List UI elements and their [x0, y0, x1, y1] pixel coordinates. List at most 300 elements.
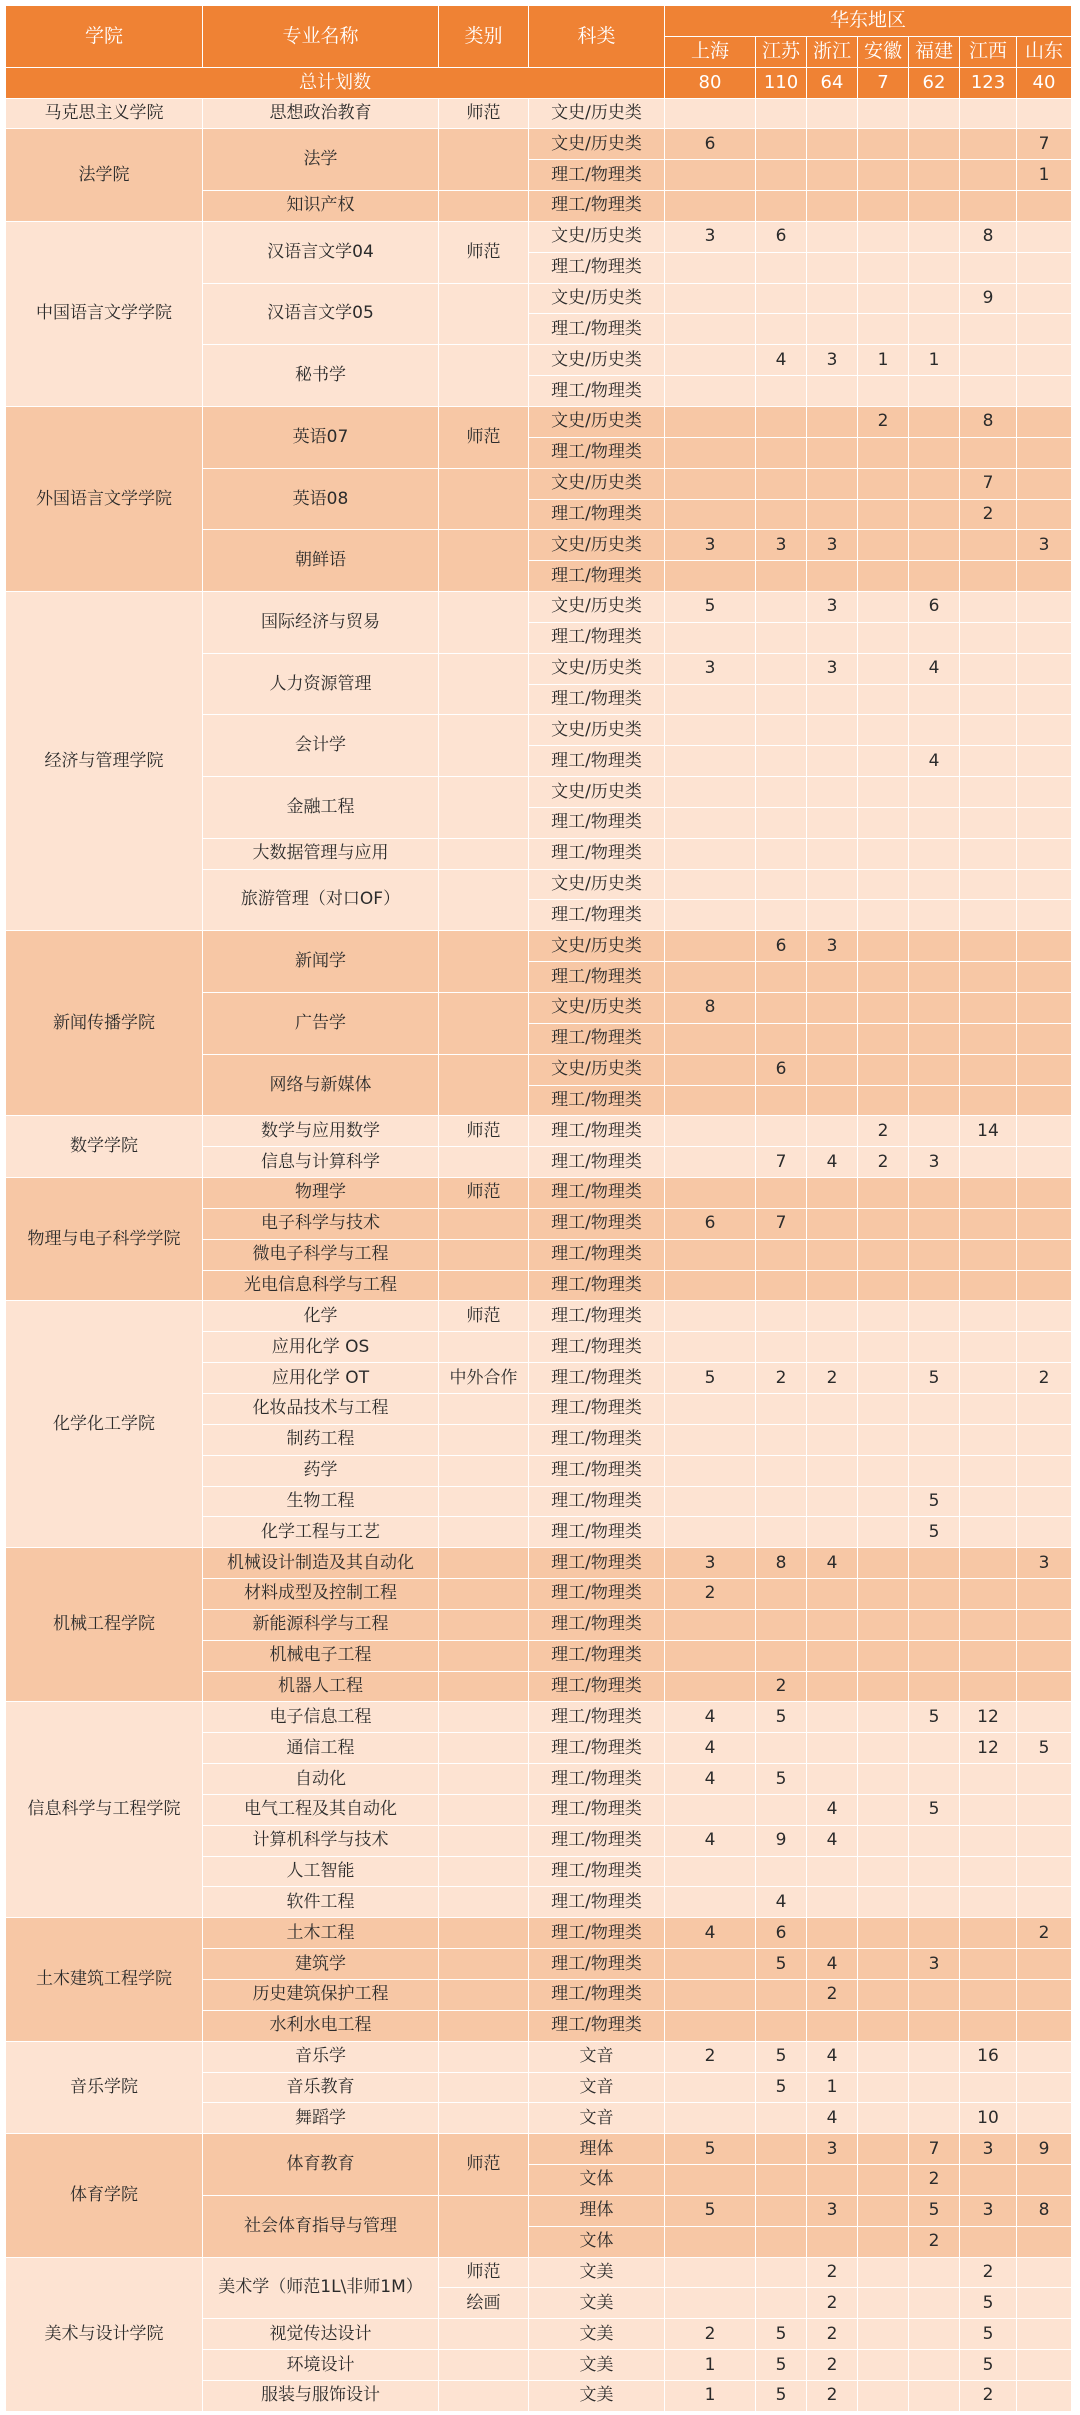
quota-value: 4 [756, 1887, 807, 1918]
quota-value [807, 1517, 858, 1548]
subject-type: 理工/物理类 [529, 962, 665, 993]
quota-value [858, 807, 909, 838]
subject-type: 理工/物理类 [529, 1332, 665, 1363]
major-category [439, 129, 529, 191]
quota-value [807, 900, 858, 931]
quota-value [665, 1270, 756, 1301]
quota-value: 2 [665, 2041, 756, 2072]
table-row [6, 1116, 1072, 1147]
table-row [6, 2257, 1072, 2288]
quota-value [756, 1455, 807, 1486]
major-name: 电气工程及其自动化 [203, 1794, 439, 1825]
quota-value [858, 1178, 909, 1209]
quota-value [858, 2103, 909, 2134]
subject-type: 文史/历史类 [529, 1054, 665, 1085]
major-category [439, 1887, 529, 1918]
college-name: 数学学院 [6, 1116, 203, 1178]
quota-value [1017, 993, 1072, 1024]
quota-value [858, 1856, 909, 1887]
college-name: 机械工程学院 [6, 1548, 203, 1702]
quota-value [858, 746, 909, 777]
quota-value [858, 715, 909, 746]
quota-value: 2 [807, 2319, 858, 2350]
quota-value [858, 653, 909, 684]
major-name: 自动化 [203, 1764, 439, 1795]
major-category [439, 1702, 529, 1733]
quota-value [858, 129, 909, 160]
quota-value [1017, 406, 1072, 437]
quota-value: 4 [665, 1764, 756, 1795]
quota-value [858, 2195, 909, 2226]
quota-value: 4 [665, 1733, 756, 1764]
header-row-1 [6, 6, 1072, 37]
quota-value [665, 1640, 756, 1671]
quota-value [960, 777, 1017, 808]
quota-value [909, 931, 960, 962]
quota-value [1017, 1609, 1072, 1640]
quota-value [909, 191, 960, 222]
quota-value [858, 1023, 909, 1054]
major-name: 金融工程 [203, 777, 439, 839]
quota-value [756, 561, 807, 592]
quota-value: 3 [807, 2195, 858, 2226]
quota-value [960, 1301, 1017, 1332]
major-category [439, 1548, 529, 1579]
quota-value [960, 1949, 1017, 1980]
major-category [439, 993, 529, 1055]
quota-value: 5 [756, 2319, 807, 2350]
quota-value: 3 [665, 653, 756, 684]
quota-value [665, 2010, 756, 2041]
college-name: 外国语言文学学院 [6, 406, 203, 591]
quota-value: 1 [909, 345, 960, 376]
total-value: 40 [1017, 67, 1072, 98]
enrollment-plan-table-wrapper [5, 5, 1072, 2412]
quota-value [665, 715, 756, 746]
quota-value [960, 1455, 1017, 1486]
quota-value [858, 777, 909, 808]
subject-type: 理工/物理类 [529, 1794, 665, 1825]
quota-value [960, 2226, 1017, 2257]
quota-value [909, 2041, 960, 2072]
quota-value [756, 2288, 807, 2319]
quota-value [1017, 98, 1072, 129]
subject-type: 文美 [529, 2350, 665, 2381]
college-name: 美术与设计学院 [6, 2257, 203, 2411]
table-row [6, 1548, 1072, 1579]
major-name: 会计学 [203, 715, 439, 777]
quota-value [807, 746, 858, 777]
quota-value [858, 1363, 909, 1394]
major-category: 师范 [439, 2134, 529, 2196]
quota-value [665, 499, 756, 530]
subject-type: 理工/物理类 [529, 561, 665, 592]
major-category [439, 1486, 529, 1517]
header-subject: 科类 [529, 6, 665, 68]
subject-type: 理工/物理类 [529, 1764, 665, 1795]
quota-value [960, 1393, 1017, 1424]
major-name: 广告学 [203, 993, 439, 1055]
college-name: 经济与管理学院 [6, 592, 203, 931]
major-name: 微电子科学与工程 [203, 1239, 439, 1270]
major-category: 中外合作 [439, 1363, 529, 1394]
quota-value [858, 1949, 909, 1980]
quota-value: 3 [960, 2134, 1017, 2165]
quota-value [960, 252, 1017, 283]
header-college: 学院 [6, 6, 203, 68]
quota-value [960, 962, 1017, 993]
quota-value [665, 931, 756, 962]
quota-value [960, 1794, 1017, 1825]
quota-value [960, 1856, 1017, 1887]
quota-value: 3 [807, 345, 858, 376]
quota-value [960, 530, 1017, 561]
major-category [439, 1332, 529, 1363]
quota-value [909, 406, 960, 437]
quota-value [960, 1239, 1017, 1270]
subject-type: 理工/物理类 [529, 900, 665, 931]
major-name: 社会体育指导与管理 [203, 2195, 439, 2257]
quota-value [1017, 1980, 1072, 2011]
major-category [439, 592, 529, 654]
quota-value [756, 1517, 807, 1548]
quota-value [807, 1764, 858, 1795]
quota-value [960, 1054, 1017, 1085]
quota-value [909, 160, 960, 191]
quota-value [1017, 1702, 1072, 1733]
quota-value [909, 98, 960, 129]
subject-type: 理工/物理类 [529, 1517, 665, 1548]
quota-value: 2 [807, 2350, 858, 2381]
major-category [439, 530, 529, 592]
quota-value: 16 [960, 2041, 1017, 2072]
subject-type: 理工/物理类 [529, 1147, 665, 1178]
major-category [439, 2195, 529, 2257]
quota-value [756, 2195, 807, 2226]
subject-type: 理工/物理类 [529, 1887, 665, 1918]
major-name: 光电信息科学与工程 [203, 1270, 439, 1301]
quota-value [960, 715, 1017, 746]
quota-value [909, 993, 960, 1024]
major-category [439, 1424, 529, 1455]
quota-value [1017, 1270, 1072, 1301]
quota-value [858, 160, 909, 191]
quota-value [665, 622, 756, 653]
quota-value: 2 [665, 1579, 756, 1610]
enrollment-plan-table [5, 5, 1072, 2412]
quota-value [960, 376, 1017, 407]
major-name: 化妆品技术与工程 [203, 1393, 439, 1424]
quota-value [807, 1887, 858, 1918]
major-category [439, 777, 529, 839]
subject-type: 理工/物理类 [529, 437, 665, 468]
quota-value [665, 1332, 756, 1363]
subject-type: 文史/历史类 [529, 993, 665, 1024]
quota-value [756, 406, 807, 437]
quota-value: 5 [909, 1486, 960, 1517]
quota-value [960, 807, 1017, 838]
quota-value [960, 1085, 1017, 1116]
quota-value: 7 [1017, 129, 1072, 160]
quota-value: 14 [960, 1116, 1017, 1147]
quota-value [756, 962, 807, 993]
subject-type: 文美 [529, 2380, 665, 2411]
subject-type: 理工/物理类 [529, 1178, 665, 1209]
major-category [439, 1455, 529, 1486]
subject-type: 文史/历史类 [529, 931, 665, 962]
quota-value [756, 98, 807, 129]
quota-value: 1 [1017, 160, 1072, 191]
major-name: 化学工程与工艺 [203, 1517, 439, 1548]
quota-value [858, 838, 909, 869]
table-row [6, 1301, 1072, 1332]
quota-value [807, 2010, 858, 2041]
quota-value [1017, 561, 1072, 592]
major-name: 知识产权 [203, 191, 439, 222]
quota-value [1017, 1455, 1072, 1486]
quota-value [960, 1825, 1017, 1856]
major-name: 大数据管理与应用 [203, 838, 439, 869]
quota-value: 2 [858, 406, 909, 437]
major-name: 数学与应用数学 [203, 1116, 439, 1147]
quota-value [909, 1455, 960, 1486]
quota-value [756, 376, 807, 407]
subject-type: 理工/物理类 [529, 807, 665, 838]
quota-value [807, 1178, 858, 1209]
quota-value [756, 2134, 807, 2165]
quota-value [960, 1671, 1017, 1702]
quota-value: 5 [960, 2350, 1017, 2381]
quota-value [807, 1085, 858, 1116]
major-name: 旅游管理（对口OF） [203, 869, 439, 931]
quota-value [960, 1147, 1017, 1178]
header-province: 山东 [1017, 36, 1072, 67]
quota-value [858, 2134, 909, 2165]
subject-type: 理工/物理类 [529, 1671, 665, 1702]
quota-value [665, 2072, 756, 2103]
quota-value: 3 [960, 2195, 1017, 2226]
quota-value [960, 931, 1017, 962]
major-category [439, 1640, 529, 1671]
quota-value: 1 [858, 345, 909, 376]
college-name: 马克思主义学院 [6, 98, 203, 129]
quota-value [807, 1270, 858, 1301]
quota-value [858, 1980, 909, 2011]
quota-value: 8 [1017, 2195, 1072, 2226]
quota-value [858, 1208, 909, 1239]
quota-value [1017, 2350, 1072, 2381]
quota-value [909, 499, 960, 530]
quota-value [756, 1609, 807, 1640]
quota-value [756, 314, 807, 345]
quota-value [1017, 684, 1072, 715]
quota-value [1017, 962, 1072, 993]
quota-value [858, 1794, 909, 1825]
college-name: 信息科学与工程学院 [6, 1702, 203, 1918]
quota-value: 3 [1017, 530, 1072, 561]
subject-type: 理工/物理类 [529, 1609, 665, 1640]
quota-value [665, 252, 756, 283]
quota-value: 12 [960, 1733, 1017, 1764]
quota-value [807, 1856, 858, 1887]
quota-value [756, 746, 807, 777]
quota-value: 2 [756, 1363, 807, 1394]
quota-value [909, 2010, 960, 2041]
quota-value [858, 1702, 909, 1733]
subject-type: 理工/物理类 [529, 1301, 665, 1332]
major-category [439, 1239, 529, 1270]
quota-value [858, 1887, 909, 1918]
quota-value [1017, 221, 1072, 252]
quota-value [665, 1301, 756, 1332]
major-name: 人工智能 [203, 1856, 439, 1887]
quota-value [858, 684, 909, 715]
major-category [439, 1794, 529, 1825]
quota-value [756, 2103, 807, 2134]
totals-label: 总计划数 [6, 67, 665, 98]
quota-value: 5 [756, 2380, 807, 2411]
table-row [6, 406, 1072, 437]
quota-value [960, 1918, 1017, 1949]
major-name: 网络与新媒体 [203, 1054, 439, 1116]
major-category [439, 931, 529, 993]
quota-value [909, 1270, 960, 1301]
quota-value: 3 [807, 530, 858, 561]
quota-value [960, 1548, 1017, 1579]
major-name: 思想政治教育 [203, 98, 439, 129]
quota-value: 5 [756, 1764, 807, 1795]
quota-value [960, 622, 1017, 653]
quota-value [1017, 2257, 1072, 2288]
quota-value [756, 993, 807, 1024]
quota-value [1017, 252, 1072, 283]
major-category [439, 2350, 529, 2381]
quota-value [858, 1054, 909, 1085]
major-category [439, 283, 529, 345]
quota-value [960, 1363, 1017, 1394]
major-name: 汉语言文学04 [203, 221, 439, 283]
table-row [6, 592, 1072, 623]
quota-value [858, 993, 909, 1024]
major-name: 历史建筑保护工程 [203, 1980, 439, 2011]
quota-value: 2 [1017, 1363, 1072, 1394]
quota-value: 9 [1017, 2134, 1072, 2165]
quota-value [807, 1208, 858, 1239]
quota-value [807, 252, 858, 283]
quota-value [1017, 715, 1072, 746]
major-category [439, 1054, 529, 1116]
quota-value [807, 2226, 858, 2257]
quota-value [1017, 376, 1072, 407]
quota-value [665, 1054, 756, 1085]
quota-value: 3 [756, 530, 807, 561]
quota-value: 6 [756, 931, 807, 962]
major-category: 师范 [439, 221, 529, 283]
quota-value [858, 1764, 909, 1795]
quota-value: 5 [909, 1517, 960, 1548]
subject-type: 理工/物理类 [529, 252, 665, 283]
subject-type: 理工/物理类 [529, 1825, 665, 1856]
major-name: 软件工程 [203, 1887, 439, 1918]
quota-value [909, 1116, 960, 1147]
major-name: 音乐学 [203, 2041, 439, 2072]
major-name: 英语07 [203, 406, 439, 468]
quota-value [960, 869, 1017, 900]
quota-value [756, 1424, 807, 1455]
subject-type: 理工/物理类 [529, 1393, 665, 1424]
quota-value: 4 [807, 1949, 858, 1980]
subject-type: 文史/历史类 [529, 345, 665, 376]
quota-value [960, 838, 1017, 869]
quota-value: 5 [909, 1363, 960, 1394]
quota-value [1017, 2380, 1072, 2411]
quota-value [665, 2165, 756, 2196]
subject-type: 理工/物理类 [529, 1548, 665, 1579]
major-category [439, 715, 529, 777]
quota-value [1017, 345, 1072, 376]
major-category: 绘画 [439, 2288, 529, 2319]
header-major: 专业名称 [203, 6, 439, 68]
quota-value [756, 2226, 807, 2257]
quota-value [858, 1393, 909, 1424]
quota-value [909, 1301, 960, 1332]
quota-value [909, 2072, 960, 2103]
quota-value [1017, 2103, 1072, 2134]
quota-value [756, 191, 807, 222]
subject-type: 文音 [529, 2041, 665, 2072]
quota-value [756, 252, 807, 283]
major-category: 师范 [439, 2257, 529, 2288]
quota-value [960, 191, 1017, 222]
quota-value [858, 530, 909, 561]
quota-value [960, 900, 1017, 931]
quota-value [1017, 2165, 1072, 2196]
major-category [439, 1147, 529, 1178]
quota-value [960, 746, 1017, 777]
college-name: 物理与电子科学学院 [6, 1178, 203, 1301]
quota-value [665, 98, 756, 129]
header-region: 华东地区 [665, 6, 1072, 37]
quota-value [858, 376, 909, 407]
quota-value [756, 1980, 807, 2011]
quota-value [665, 807, 756, 838]
subject-type: 理体 [529, 2134, 665, 2165]
quota-value [1017, 1178, 1072, 1209]
quota-value [909, 1764, 960, 1795]
quota-value [756, 1332, 807, 1363]
quota-value [858, 1640, 909, 1671]
quota-value [858, 931, 909, 962]
quota-value [858, 2165, 909, 2196]
quota-value [909, 2380, 960, 2411]
quota-value [909, 2288, 960, 2319]
quota-value: 3 [807, 931, 858, 962]
subject-type: 理工/物理类 [529, 1363, 665, 1394]
quota-value [756, 653, 807, 684]
quota-value: 7 [960, 468, 1017, 499]
major-name: 美术学（师范1L\非师1M） [203, 2257, 439, 2319]
major-name: 计算机科学与技术 [203, 1825, 439, 1856]
quota-value [909, 129, 960, 160]
quota-value: 2 [807, 2288, 858, 2319]
quota-value [665, 314, 756, 345]
quota-value: 6 [756, 1054, 807, 1085]
quota-value [858, 592, 909, 623]
quota-value [1017, 1856, 1072, 1887]
subject-type: 理工/物理类 [529, 1085, 665, 1116]
major-name: 电子信息工程 [203, 1702, 439, 1733]
subject-type: 文音 [529, 2103, 665, 2134]
